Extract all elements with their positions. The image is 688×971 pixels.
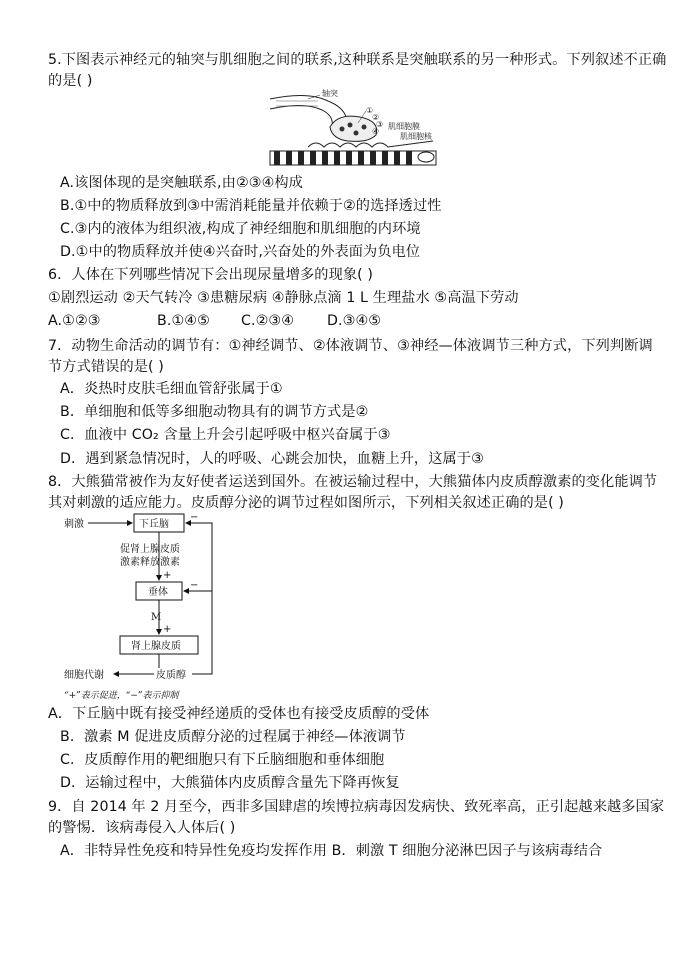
diagram-crh-line2: 激素释放激素 [120,557,180,568]
q6-option-b: B.①④⑤ [157,313,210,329]
q5-option-d: D.①中的物质释放并使④兴奋时,兴奋处的外表面为负电位 [60,244,421,260]
q8-option-a: A．下丘脑中既有接受神经递质的受体也有接受皮质醇的受体 [48,706,430,722]
q8-option-d: D．运输过程中，大熊猫体内皮质醇含量先下降再恢复 [60,775,400,791]
diagram-stimulus: 刺激 [64,519,84,530]
label-2: ② [372,113,380,122]
q6-stem: 6．人体在下列哪些情况下会出现尿量增多的现象( ) [48,267,374,283]
label-axon: 轴突 [322,89,338,98]
diagram-minus-2: − [190,580,199,591]
diagram-cortisol: 皮质醇 [156,670,186,681]
q8-option-c: C．皮质醇作用的靶细胞只有下丘脑细胞和垂体细胞 [60,752,385,768]
q5-option-c: C.③内的液体为组织液,构成了神经细胞和肌细胞的内环境 [60,221,421,237]
q7-option-a: A．炎热时皮肤毛细血管舒张属于① [60,381,283,397]
q9-options-line: A．非特异性免疫和特异性免疫均发挥作用 B．刺激 T 细胞分泌淋巴因子与该病毒结合 [60,843,603,859]
diagram-minus-1: − [190,512,199,523]
neuromuscular-junction-figure [268,87,438,172]
q9-stem-line2: 的警惕．该病毒侵入人体后( ) [48,820,236,836]
q8-option-b: B．激素 M 促进皮质醇分泌的过程属于神经—体液调节 [60,729,406,745]
q8-stem-line2: 其对刺激的适应能力。皮质醇分泌的调节过程如图所示，下列相关叙述正确的是( ) [48,495,564,511]
q6-conditions: ①剧烈运动 ②天气转冷 ③患糖尿病 ④静脉点滴 1 L 生理盐水 ⑤高温下劳动 [48,290,519,306]
diagram-adrenal-cortex: 肾上腺皮质 [131,641,181,652]
q5-option-b: B.①中的物质释放到③中需消耗能量并依赖于②的选择透过性 [60,198,442,214]
diagram-m: M [151,612,162,623]
q8-stem-line1: 8．大熊猫常被作为友好使者运送到国外。在被运输过程中，大熊猫体内皮质醇激素的变化能调节 [48,474,658,490]
diagram-crh-line1: 促肾上腺皮质 [120,544,180,555]
q7-option-d: D．遇到紧急情况时，人的呼吸、心跳会加快，血糖上升，这属于③ [60,451,484,467]
q6-option-a: A.①②③ [48,313,101,329]
diagram-plus-1: + [163,570,172,581]
q7-stem-line1: 7．动物生命活动的调节有：①神经调节、②体液调节、③神经—体液调节三种方式，下列判断调 [48,338,653,354]
label-1: ① [366,106,374,115]
label-muscle-membrane: 肌细胞膜 [388,122,420,131]
q7-option-b: B．单细胞和低等多细胞动物具有的调节方式是② [60,404,369,420]
q7-option-c: C．血液中 CO₂ 含量上升会引起呼吸中枢兴奋属于③ [60,427,391,443]
q7-stem-line2: 节方式错误的是( ) [48,359,164,375]
diagram-hypothalamus: 下丘脑 [139,519,169,530]
q5-stem-line2: 的是( ) [48,73,93,89]
q9-stem-line1: 9．自 2014 年 2 月至今，西非多国肆虐的埃博拉病毒因发病快、致死率高，正引起越来越多国家 [48,799,665,815]
q6-option-d: D.③④⑤ [327,313,382,329]
q6-option-c: C.②③④ [241,313,295,329]
q5-option-a: A.该图体现的是突触联系,由②③④构成 [60,175,303,191]
label-3: ③ [376,120,384,129]
cortisol-regulation-diagram [64,512,224,704]
diagram-pituitary: 垂体 [148,587,168,598]
diagram-plus-2: + [163,624,172,635]
diagram-metabolism: 细胞代谢 [64,670,104,681]
diagram-caption: “+”表示促进，“−”表示抑制 [64,691,179,701]
q5-stem-line1: 5.下图表示神经元的轴突与肌细胞之间的联系,这种联系是突触联系的另一种形式。下列叙述不正确 [48,52,667,68]
label-4: ④ [372,127,380,136]
label-muscle-nucleus: 肌细胞核 [400,132,432,141]
